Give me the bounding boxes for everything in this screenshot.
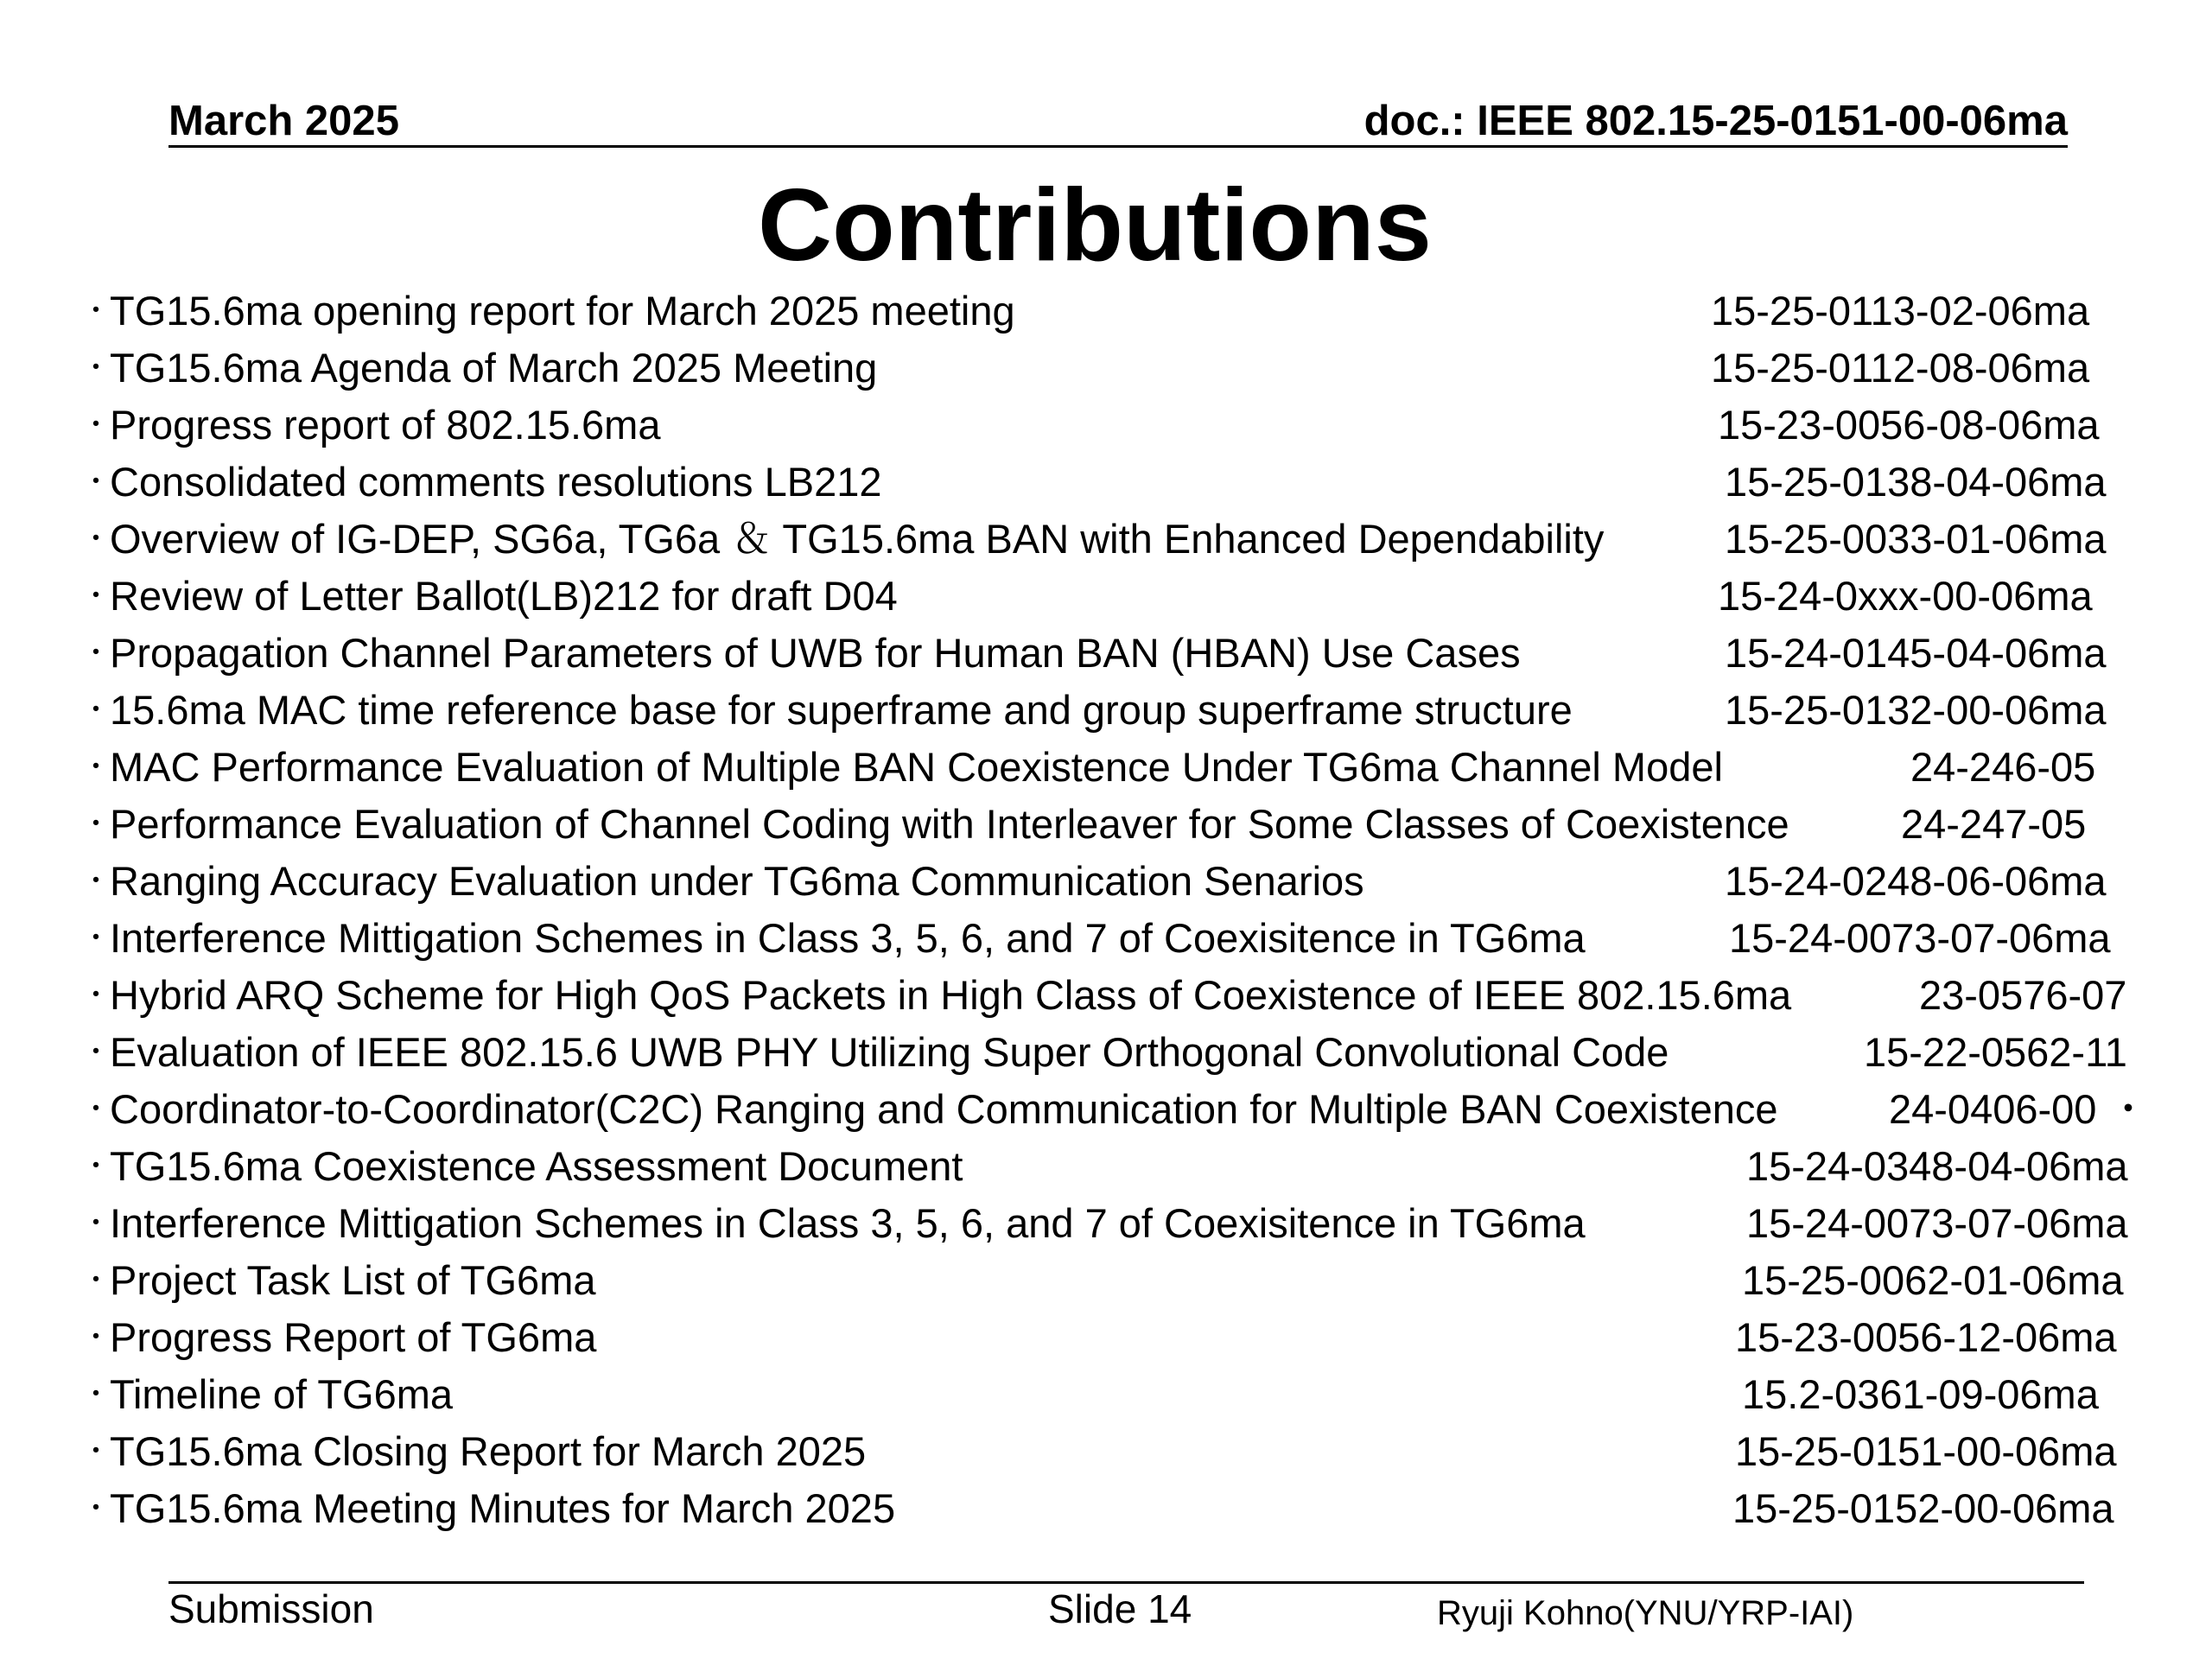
bullet-icon: ・	[81, 1093, 111, 1126]
document-number: 15-22-0562-11	[1864, 1029, 2127, 1075]
list-item	[0, 625, 2212, 682]
list-item	[0, 568, 2212, 625]
contribution-title: Progress report of 802.15.6ma	[110, 402, 661, 448]
list-item	[0, 910, 2212, 967]
bullet-icon: ・	[81, 694, 111, 727]
list-item	[0, 853, 2212, 910]
bullet-icon: ・	[81, 865, 111, 898]
list-item	[0, 1195, 2212, 1252]
list-item	[0, 1423, 2212, 1480]
list-item	[0, 796, 2212, 853]
contribution-title: Consolidated comments resolutions LB212	[110, 459, 882, 505]
list-item	[0, 1480, 2212, 1537]
contribution-title: Review of Letter Ballot(LB)212 for draft D04	[110, 573, 898, 619]
bullet-icon: ・	[81, 523, 111, 556]
document-number: 15-25-0132-00-06ma	[1725, 687, 2107, 733]
bullet-icon: ・	[81, 979, 111, 1012]
document-number: 15-25-0138-04-06ma	[1725, 459, 2107, 505]
document-number: 15-24-0248-06-06ma	[1725, 858, 2107, 904]
list-item	[0, 739, 2212, 796]
document-number: 23-0576-07	[1919, 972, 2127, 1018]
document-number: 15-23-0056-08-06ma	[1718, 402, 2100, 448]
list-item	[0, 340, 2212, 397]
bullet-icon: ・	[81, 409, 111, 442]
slide-title: Contributions	[758, 168, 1432, 283]
contribution-title: Hybrid ARQ Scheme for High QoS Packets in High Class of Coexistence of IEEE 802.15.6ma	[110, 972, 1792, 1018]
bullet-icon: ・	[81, 1321, 111, 1354]
contribution-title: 15.6ma MAC time reference base for superframe and group superframe structure	[110, 687, 1573, 733]
list-item	[0, 1138, 2212, 1195]
bullet-icon: ・	[81, 295, 111, 327]
document-number: 15.2-0361-09-06ma	[1742, 1371, 2099, 1417]
bullet-icon: ・	[81, 1435, 111, 1468]
document-number: 24-246-05	[1910, 744, 2096, 790]
list-item	[0, 1081, 2212, 1138]
contribution-title: Coordinator-to-Coordinator(C2C) Ranging and Communication for Multiple BAN Coexistence	[110, 1086, 1778, 1132]
contribution-title: Interference Mittigation Schemes in Class 3, 5, 6, and 7 of Coexisitence in TG6ma	[110, 1200, 1586, 1246]
document-number: 15-25-0113-02-06ma	[1711, 288, 2090, 334]
document-number: 24-0406-00 ・	[1889, 1086, 2149, 1132]
footer-rule	[168, 1581, 2084, 1584]
bullet-icon: ・	[81, 466, 111, 499]
contribution-title: Performance Evaluation of Channel Coding with Interleaver for Some Classes of Coexistence	[110, 801, 1789, 847]
bullet-icon: ・	[81, 1492, 111, 1525]
bullet-icon: ・	[81, 1036, 111, 1069]
header-rule	[168, 145, 2068, 148]
contribution-title: TG15.6ma Coexistence Assessment Document	[110, 1143, 963, 1189]
contribution-title: TG15.6ma Agenda of March 2025 Meeting	[110, 345, 878, 391]
contribution-title: TG15.6ma Meeting Minutes for March 2025	[110, 1485, 896, 1531]
list-item	[0, 283, 2212, 340]
footer-slide-number: Slide 14	[1048, 1586, 1192, 1631]
list-item	[0, 1366, 2212, 1423]
list-item	[0, 454, 2212, 511]
bullet-icon: ・	[81, 352, 111, 385]
document-number: 15-24-0073-07-06ma	[1729, 915, 2111, 961]
document-number: 15-25-0112-08-06ma	[1711, 345, 2090, 391]
document-number: 15-24-0xxx-00-06ma	[1718, 573, 2093, 619]
document-number: 15-25-0062-01-06ma	[1742, 1257, 2124, 1303]
contribution-title: Ranging Accuracy Evaluation under TG6ma Communication Senarios	[110, 858, 1364, 904]
document-number: 24-247-05	[1901, 801, 2087, 847]
list-item	[0, 397, 2212, 454]
document-number: 15-25-0152-00-06ma	[1732, 1485, 2114, 1531]
document-number: 15-23-0056-12-06ma	[1735, 1314, 2117, 1360]
contribution-title: Project Task List of TG6ma	[110, 1257, 596, 1303]
list-item	[0, 1309, 2212, 1366]
list-item	[0, 1024, 2212, 1081]
document-number: 15-25-0033-01-06ma	[1725, 516, 2107, 562]
bullet-icon: ・	[81, 1150, 111, 1183]
bullet-icon: ・	[81, 922, 111, 955]
list-item	[0, 682, 2212, 739]
document-number: 15-24-0145-04-06ma	[1725, 630, 2107, 676]
bullet-icon: ・	[81, 1264, 111, 1297]
list-item	[0, 511, 2212, 568]
contribution-title: Overview of IG-DEP, SG6a, TG6a ＆ TG15.6ma BAN with Enhanced Dependability	[110, 516, 1605, 562]
document-number: 15-25-0151-00-06ma	[1735, 1428, 2117, 1474]
document-number: 15-24-0348-04-06ma	[1746, 1143, 2128, 1189]
bullet-icon: ・	[81, 637, 111, 670]
contribution-title: Propagation Channel Parameters of UWB for Human BAN (HBAN) Use Cases	[110, 630, 1521, 676]
header-date: March 2025	[168, 98, 399, 144]
contribution-title: TG15.6ma opening report for March 2025 meeting	[110, 288, 1015, 334]
contribution-title: TG15.6ma Closing Report for March 2025	[110, 1428, 867, 1474]
header-doc-id: doc.: IEEE 802.15-25-0151-00-06ma	[1363, 98, 2068, 144]
contribution-title: Evaluation of IEEE 802.15.6 UWB PHY Utilizing Super Orthogonal Convolutional Code	[110, 1029, 1669, 1075]
bullet-icon: ・	[81, 580, 111, 613]
contribution-title: Progress Report of TG6ma	[110, 1314, 597, 1360]
contribution-title: Timeline of TG6ma	[110, 1371, 454, 1417]
bullet-icon: ・	[81, 751, 111, 784]
document-number: 15-24-0073-07-06ma	[1746, 1200, 2128, 1246]
footer-submission: Submission	[168, 1586, 374, 1631]
bullet-icon: ・	[81, 1378, 111, 1411]
contribution-title: MAC Performance Evaluation of Multiple BAN Coexistence Under TG6ma Channel Model	[110, 744, 1723, 790]
footer-author: Ryuji Kohno(YNU/YRP-IAI)	[1437, 1594, 1854, 1632]
contribution-title: Interference Mittigation Schemes in Class 3, 5, 6, and 7 of Coexisitence in TG6ma	[110, 915, 1586, 961]
bullet-icon: ・	[81, 1207, 111, 1240]
bullet-icon: ・	[81, 808, 111, 841]
list-item	[0, 1252, 2212, 1309]
list-item	[0, 967, 2212, 1024]
